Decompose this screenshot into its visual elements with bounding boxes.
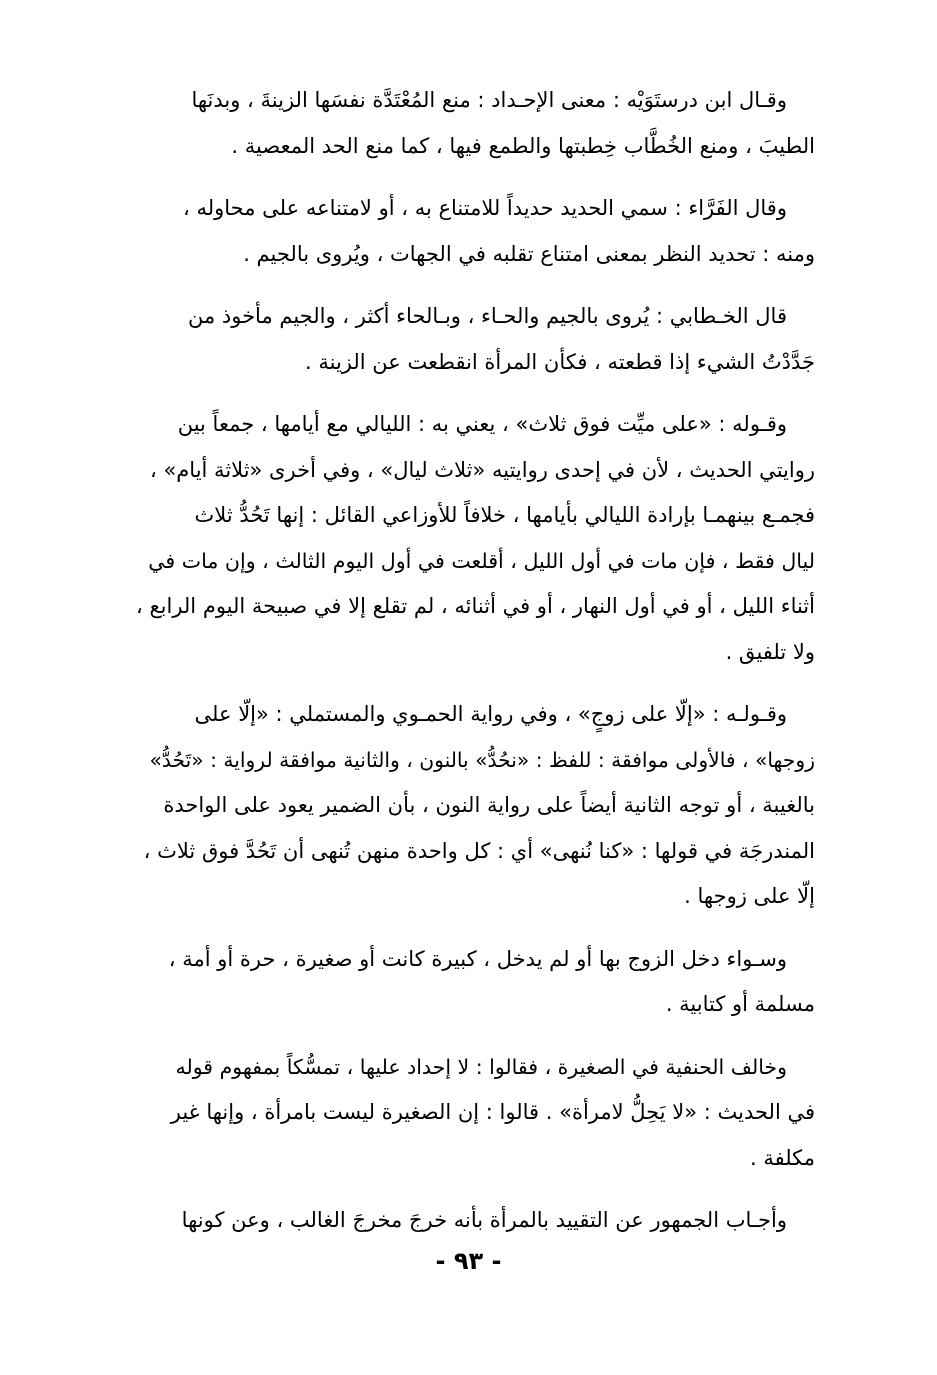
text-line: روايتي الحديث ، لأن في إحدى روايتيه «ثلاث ليال» ، وفي أخرى «ثلاثة أيام» ، <box>150 457 815 482</box>
text-line: وسـواء دخل الزوج بها أو لم يدخل ، كبيرة كانت أو صغيرة ، حرة أو أمة ، <box>168 946 787 971</box>
body-text <box>135 78 815 1261</box>
text-line: قال الخـطابي : يُروى بالجيم والحـاء ، وبـالحاء أكثر ، والجيم مأخوذ من <box>187 304 787 328</box>
text-line: المندرجَة في قولها : «كنا نُنهى» أي : كل واحدة منهن تُنهى أن تَحُدَّ فوق ثلاث ، <box>143 838 815 863</box>
text-line: فجمـع بينهمـا بإرادة الليالي بأيامها ، خلافاً للأوزاعي القائل : إنها تَحُدُّ ثلاث <box>194 503 815 527</box>
text-line: ليال فقط ، فإن مات في أول الليل ، أقلعت في أول اليوم الثالث ، وإن مات في <box>148 548 815 573</box>
paragraph-3 <box>135 294 815 385</box>
text-line: بالغيبة ، أو توجه الثانية أيضاً على رواية النون ، بأن الضمير يعود على الواحدة <box>163 793 815 817</box>
paragraph-8 <box>135 1198 815 1244</box>
paragraph-2 <box>135 186 815 277</box>
text-line: مسلمة أو كتابية . <box>665 992 815 1016</box>
text-line: أثناء الليل ، أو في أول النهار ، أو في أثنائه ، لم تقلع إلا في صبيحة اليوم الرابع ، <box>136 594 815 618</box>
paragraph-5 <box>135 692 815 920</box>
text-line: وقال الفَرَّاء : سمي الحديد حديداً للامتناع به ، أو لامتناعه على محاوله ، <box>183 196 787 220</box>
text-line: وأجـاب الجمهور عن التقييد بالمرأة بأنه خرجَ مخرجَ الغالب ، وعن كونها <box>181 1208 787 1232</box>
text-line: وقـال ابن درستَوَيْه : معنى الإحـداد : منع المُعْتَدَّة نفسَها الزينةَ ، وبدنَها <box>191 88 787 112</box>
paragraph-6 <box>135 937 815 1028</box>
text-line: ومنه : تحديد النظر بمعنى امتناع تقلبه في الجهات ، ويُروى بالجيم . <box>243 241 815 266</box>
paragraph-7 <box>135 1045 815 1182</box>
text-line: ولا تلفيق . <box>725 639 815 664</box>
text-line: في الحديث : «لا يَحِلُّ لامرأة» . قالوا : إن الصغيرة ليست بامرأة ، وإنها غير <box>170 1100 815 1124</box>
text-line: جَدَّدْتُ الشيء إذا قطعته ، فكأن المرأة انقطعت عن الزينة . <box>305 349 815 374</box>
text-line: زوجها» ، فالأولى موافقة : للفظ : «نحُدُّ» بالنون ، والثانية موافقة لرواية : «تَحُدُّ» <box>149 747 815 772</box>
text-line: وخالف الحنفية في الصغيرة ، فقالوا : لا إحداد عليها ، تمسُّكاً بمفهوم قوله <box>175 1054 787 1079</box>
text-line: وقـولـه : «إلّا على زوجٍ» ، وفي رواية الحمـوي والمستملي : «إلّا على <box>194 702 787 726</box>
text-line: الطيبَ ، ومنع الخُطَّاب خِطبتها والطمع فيها ، كما منع الحد المعصية . <box>231 133 815 158</box>
paragraph-1 <box>135 78 815 169</box>
text-line: وقـوله : «على ميِّت فوق ثلاث» ، يعني به : الليالي مع أيامها ، جمعاً بين <box>177 412 787 436</box>
text-line: مكلفة . <box>749 1145 815 1170</box>
paragraph-4 <box>135 402 815 675</box>
page-number: - ٩٣ - <box>435 1247 502 1275</box>
text-line: إلّا على زوجها . <box>684 884 815 908</box>
